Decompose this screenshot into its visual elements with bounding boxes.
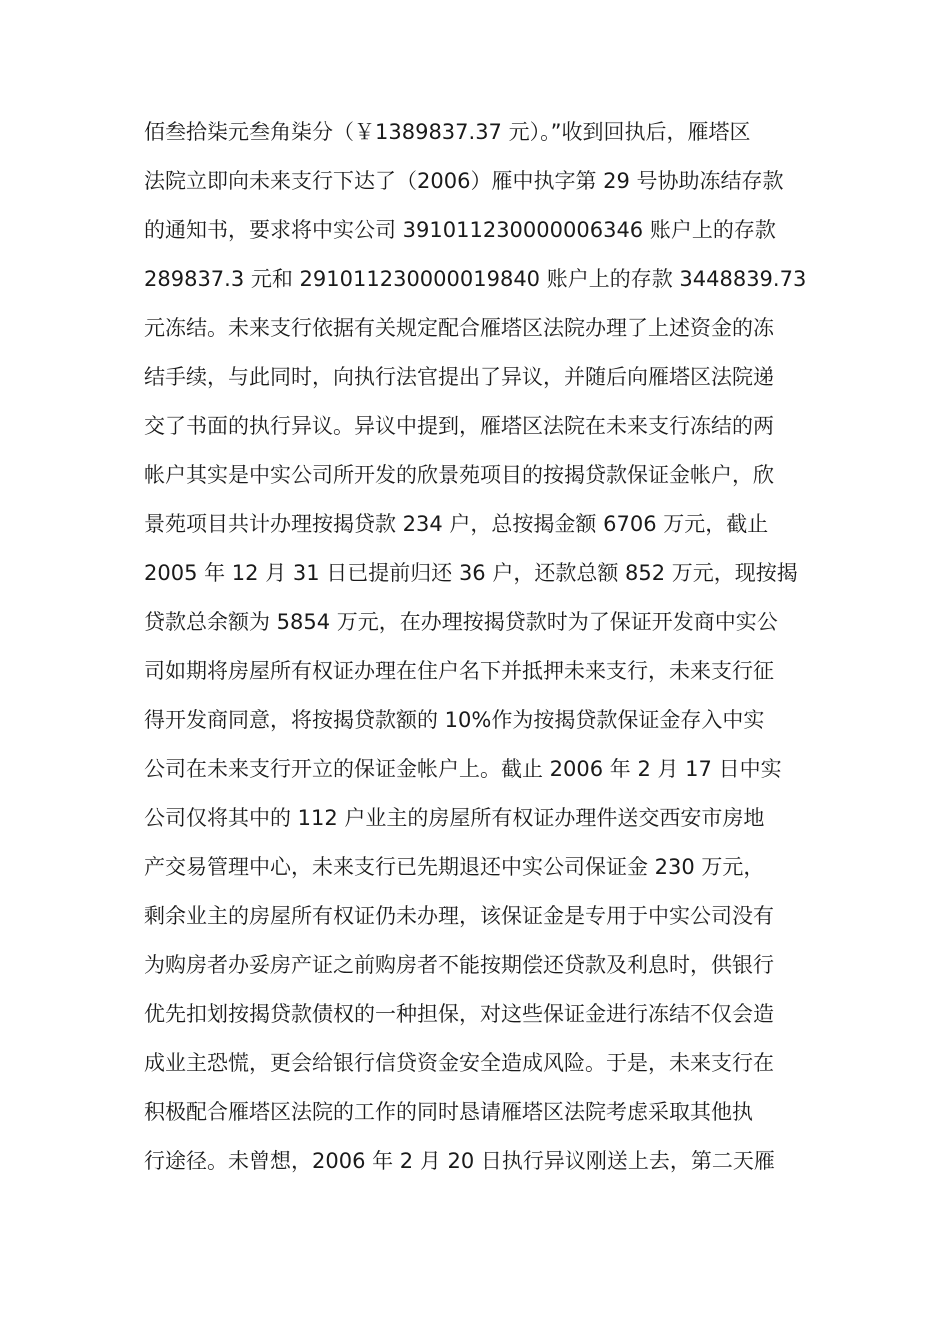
text-line: 得开发商同意，将按揭贷款额的 10%作为按揭贷款保证金存入中实 (144, 708, 765, 732)
text-line: 积极配合雁塔区法院的工作的同时恳请雁塔区法院考虑采取其他执 (144, 1100, 753, 1124)
text-line: 2005 年 12 月 31 日已提前归还 36 户，还款总额 852 万元，现按揭 (144, 561, 798, 585)
body-text (144, 108, 814, 1186)
text-line: 产交易管理中心，未来支行已先期退还中实公司保证金 230 万元， (144, 855, 765, 879)
text-line: 贷款总余额为 5854 万元，在办理按揭贷款时为了保证开发商中实公 (144, 610, 778, 634)
text-line: 成业主恐慌，更会给银行信贷资金安全造成风险。于是，未来支行在 (144, 1051, 774, 1075)
text-line: 优先扣划按揭贷款债权的一种担保，对这些保证金进行冻结不仅会造 (144, 1002, 774, 1026)
text-line: 法院立即向未来支行下达了（2006）雁中执字第 29 号协助冻结存款 (144, 169, 784, 193)
text-line: 佰叁拾柒元叁角柒分（￥1389837.37 元）。”收到回执后，雁塔区 (144, 120, 751, 144)
text-line: 公司在未来支行开立的保证金帐户上。截止 2006 年 2 月 17 日中实 (144, 757, 782, 781)
text-line: 为购房者办妥房产证之前购房者不能按期偿还贷款及利息时，供银行 (144, 953, 774, 977)
text-line: 289837.3 元和 291011230000019840 账户上的存款 3448839.73 (144, 267, 807, 291)
text-line: 公司仅将其中的 112 户业主的房屋所有权证办理件送交西安市房地 (144, 806, 765, 830)
text-line: 元冻结。未来支行依据有关规定配合雁塔区法院办理了上述资金的冻 (144, 316, 774, 340)
text-line: 司如期将房屋所有权证办理在住户名下并抵押未来支行，未来支行征 (144, 659, 774, 683)
text-line: 的通知书，要求将中实公司 391011230000006346 账户上的存款 (144, 218, 776, 242)
text-line: 交了书面的执行异议。异议中提到，雁塔区法院在未来支行冻结的两 (144, 414, 774, 438)
text-line: 剩余业主的房屋所有权证仍未办理，该保证金是专用于中实公司没有 (144, 904, 774, 928)
text-line: 景苑项目共计办理按揭贷款 234 户，总按揭金额 6706 万元，截止 (144, 512, 769, 536)
text-line: 结手续，与此同时，向执行法官提出了异议，并随后向雁塔区法院递 (144, 365, 774, 389)
text-line: 行途径。未曾想，2006 年 2 月 20 日执行异议刚送上去，第二天雁 (144, 1149, 775, 1173)
text-line: 帐户其实是中实公司所开发的欣景苑项目的按揭贷款保证金帐户，欣 (144, 463, 774, 487)
